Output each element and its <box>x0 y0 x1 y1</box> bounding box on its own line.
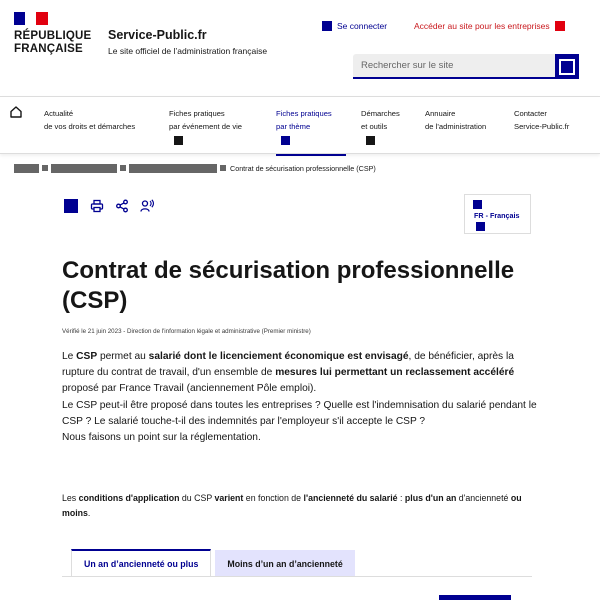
chevron-down-icon <box>281 136 290 145</box>
print-icon[interactable] <box>90 199 104 213</box>
breadcrumb-link-home[interactable] <box>14 164 39 173</box>
translate-icon <box>473 200 482 209</box>
pro-site-label: Accéder au site pour les entreprises <box>414 21 550 31</box>
breadcrumb-link-subtheme[interactable] <box>129 164 217 173</box>
pro-site-link[interactable] <box>414 21 565 31</box>
marianne-flag-icon <box>14 12 48 25</box>
main-navigation <box>0 96 600 154</box>
chevron-down-icon <box>174 136 183 145</box>
intro-closing: Nous faisons un point sur la réglementation. <box>62 432 261 444</box>
page-title: Contrat de sécurisation professionnelle (CSP) <box>62 257 515 314</box>
search-icon <box>559 59 575 75</box>
site-search <box>353 54 579 79</box>
tab-moins-d-un-an[interactable]: Moins d’un an d’ancienneté <box>215 550 354 577</box>
chevron-right-icon <box>220 165 226 171</box>
chevron-right-icon <box>42 165 48 171</box>
page-toolbar <box>64 199 165 213</box>
tab-panel <box>62 576 532 600</box>
nav-item-annuaire[interactable]: Annuaire de l’administration <box>425 109 487 131</box>
republic-wordmark: RÉPUBLIQUE FRANÇAISE <box>14 30 92 55</box>
breadcrumb-current: Contrat de sécurisation professionnelle (CSP) <box>230 163 376 173</box>
search-button[interactable] <box>555 54 579 79</box>
site-header <box>0 0 600 96</box>
nav-item-par-theme[interactable]: Fiches pratiques par thème <box>276 107 332 145</box>
account-icon <box>322 21 332 31</box>
home-icon[interactable] <box>9 105 23 119</box>
nav-item-evenement-de-vie[interactable]: Fiches pratiques par événement de vie <box>169 107 242 145</box>
verification-date: Vérifié le 21 juin 2023 - Direction de l'information légale et administrative (Premier ministre) <box>62 328 311 335</box>
republique-francaise-logo[interactable] <box>14 12 91 56</box>
intro-paragraph: Le CSP permet au salarié dont le licenciement économique est envisagé, de bénéficier, après la rupture du contrat de travail, d'un ensemble de mesures lui permettant un reclassement accéléré proposé par France Travail (anciennement Pôle emploi). <box>62 351 515 395</box>
site-tagline: Le site officiel de l’administration française <box>108 46 268 56</box>
breadcrumb <box>14 162 376 174</box>
login-label: Se connecter <box>337 21 388 31</box>
conditions-text: Les conditions d'application du CSP varient en fonction de l'ancienneté du salarié : plus d'un an d'ancienneté ou moins. <box>62 493 522 518</box>
external-site-icon <box>555 21 565 31</box>
article-intro <box>62 349 540 446</box>
chevron-right-icon <box>120 165 126 171</box>
nav-item-demarches[interactable]: Démarches et outils <box>361 107 400 145</box>
chevron-down-icon <box>476 222 485 231</box>
bookmark-icon[interactable] <box>64 199 78 213</box>
nav-item-contacter[interactable]: Contacter Service-Public.fr <box>514 109 570 131</box>
breadcrumb-link-theme[interactable] <box>51 164 117 173</box>
chevron-down-icon <box>366 136 375 145</box>
nav-item-actualite[interactable]: Actualité de vos droits et démarches <box>44 109 136 131</box>
search-input[interactable] <box>353 54 555 79</box>
tab-un-an-ou-plus[interactable]: Un an d’ancienneté ou plus <box>71 549 211 577</box>
panel-action-button[interactable] <box>439 595 511 600</box>
login-link[interactable] <box>322 21 387 31</box>
seniority-tabs <box>71 549 355 577</box>
intro-questions: Le CSP peut-il être proposé dans toutes les entreprises ? Quelle est l'indemnisation du salarié pendant le CSP ? Le salarié touche-t-il des indemnités par l'employeur s'il accepte le CSP ? <box>62 399 537 427</box>
site-name[interactable]: Service-Public.fr <box>108 28 207 42</box>
share-icon[interactable] <box>115 199 129 213</box>
language-label: FR - Français <box>474 211 520 220</box>
listen-icon[interactable] <box>140 199 154 213</box>
language-selector[interactable] <box>464 194 531 234</box>
